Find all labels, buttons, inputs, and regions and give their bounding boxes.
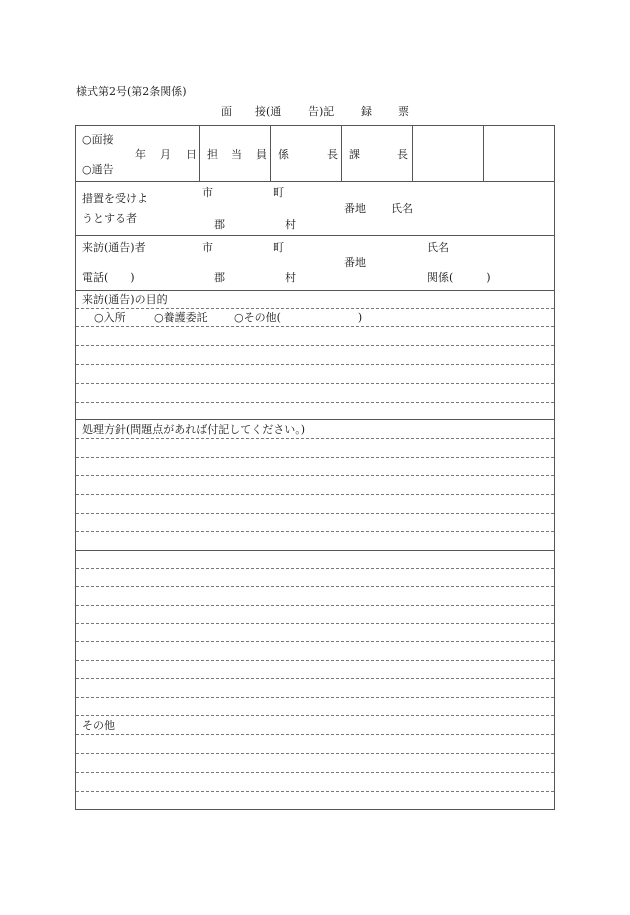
title-part: 面 (221, 105, 232, 118)
ruled-line (76, 791, 554, 792)
ruled-line (76, 678, 554, 679)
row-separator (76, 419, 554, 420)
city-label: 市 (202, 241, 213, 254)
ruled-line (76, 531, 554, 532)
ruled-line (76, 494, 554, 495)
form-number: 様式第2号(第2条関係) (76, 85, 187, 98)
divider (270, 126, 271, 181)
ruled-line (76, 586, 554, 587)
ruled-line (76, 513, 554, 514)
policy-label: 処理方針(問題点があれば付記してください。) (82, 423, 306, 436)
ruled-line (76, 308, 554, 309)
ruled-line (76, 734, 554, 735)
divider (483, 126, 484, 181)
village-label: 村 (285, 218, 296, 231)
address-number-label: 番地 (344, 202, 366, 215)
ruled-line (76, 641, 554, 642)
ruled-line (76, 383, 554, 384)
ruled-line (76, 345, 554, 346)
county-label: 郡 (214, 218, 225, 231)
ruled-line (76, 568, 554, 569)
title-part: 告)記 (308, 105, 335, 118)
tanto-char: 担 (207, 148, 218, 161)
divider (199, 126, 200, 181)
phone-label: 電話( ) (82, 271, 135, 284)
ruled-line (76, 402, 554, 403)
visitor-label: 来訪(通告)者 (82, 241, 146, 254)
record-form (75, 125, 555, 810)
title-part: 録 (361, 105, 372, 118)
county-label: 郡 (214, 271, 225, 284)
tanto-char: 員 (256, 148, 267, 161)
ruled-line (76, 364, 554, 365)
purpose-option-foster-care[interactable]: ○養護委託 (154, 311, 208, 324)
village-label: 村 (285, 271, 296, 284)
relation-label: 関係( ) (427, 271, 491, 284)
ruled-line (76, 660, 554, 661)
tanto-char: 当 (231, 148, 242, 161)
ka-char: 長 (397, 148, 408, 161)
ka-char: 課 (349, 148, 360, 161)
subject-label-line1: 措置を受けよ (82, 192, 148, 205)
ruled-line (76, 753, 554, 754)
title-part: 接(通 (255, 105, 282, 118)
month-label: 月 (160, 148, 171, 161)
notification-option[interactable]: ○通告 (82, 163, 114, 176)
ruled-line (76, 623, 554, 624)
ruled-line (76, 715, 554, 716)
purpose-label: 来訪(通告)の目的 (82, 293, 168, 306)
row-separator (76, 550, 554, 551)
purpose-option-admission[interactable]: ○入所 (94, 311, 126, 324)
row-separator (76, 235, 554, 236)
other-label: その他 (82, 719, 115, 732)
row-separator (76, 290, 554, 291)
ruled-line (76, 457, 554, 458)
divider (412, 126, 413, 181)
year-label: 年 (135, 148, 146, 161)
address-number-label: 番地 (344, 256, 366, 269)
day-label: 日 (186, 148, 197, 161)
town-label: 町 (273, 186, 284, 199)
subject-label-line2: うとする者 (82, 212, 137, 225)
kakari-char: 長 (327, 148, 338, 161)
name-label: 氏名 (391, 202, 413, 215)
ruled-line (76, 697, 554, 698)
town-label: 町 (273, 241, 284, 254)
ruled-line (76, 475, 554, 476)
title-part: 票 (398, 105, 409, 118)
city-label: 市 (202, 186, 213, 199)
interview-option[interactable]: ○面接 (82, 133, 114, 146)
name-label: 氏名 (427, 241, 449, 254)
divider (341, 126, 342, 181)
kakari-char: 係 (278, 148, 289, 161)
purpose-option-other[interactable]: ○その他( ) (234, 311, 363, 324)
ruled-line (76, 605, 554, 606)
row-separator (76, 181, 554, 182)
ruled-line (76, 326, 554, 327)
ruled-line (76, 772, 554, 773)
ruled-line (76, 438, 554, 439)
